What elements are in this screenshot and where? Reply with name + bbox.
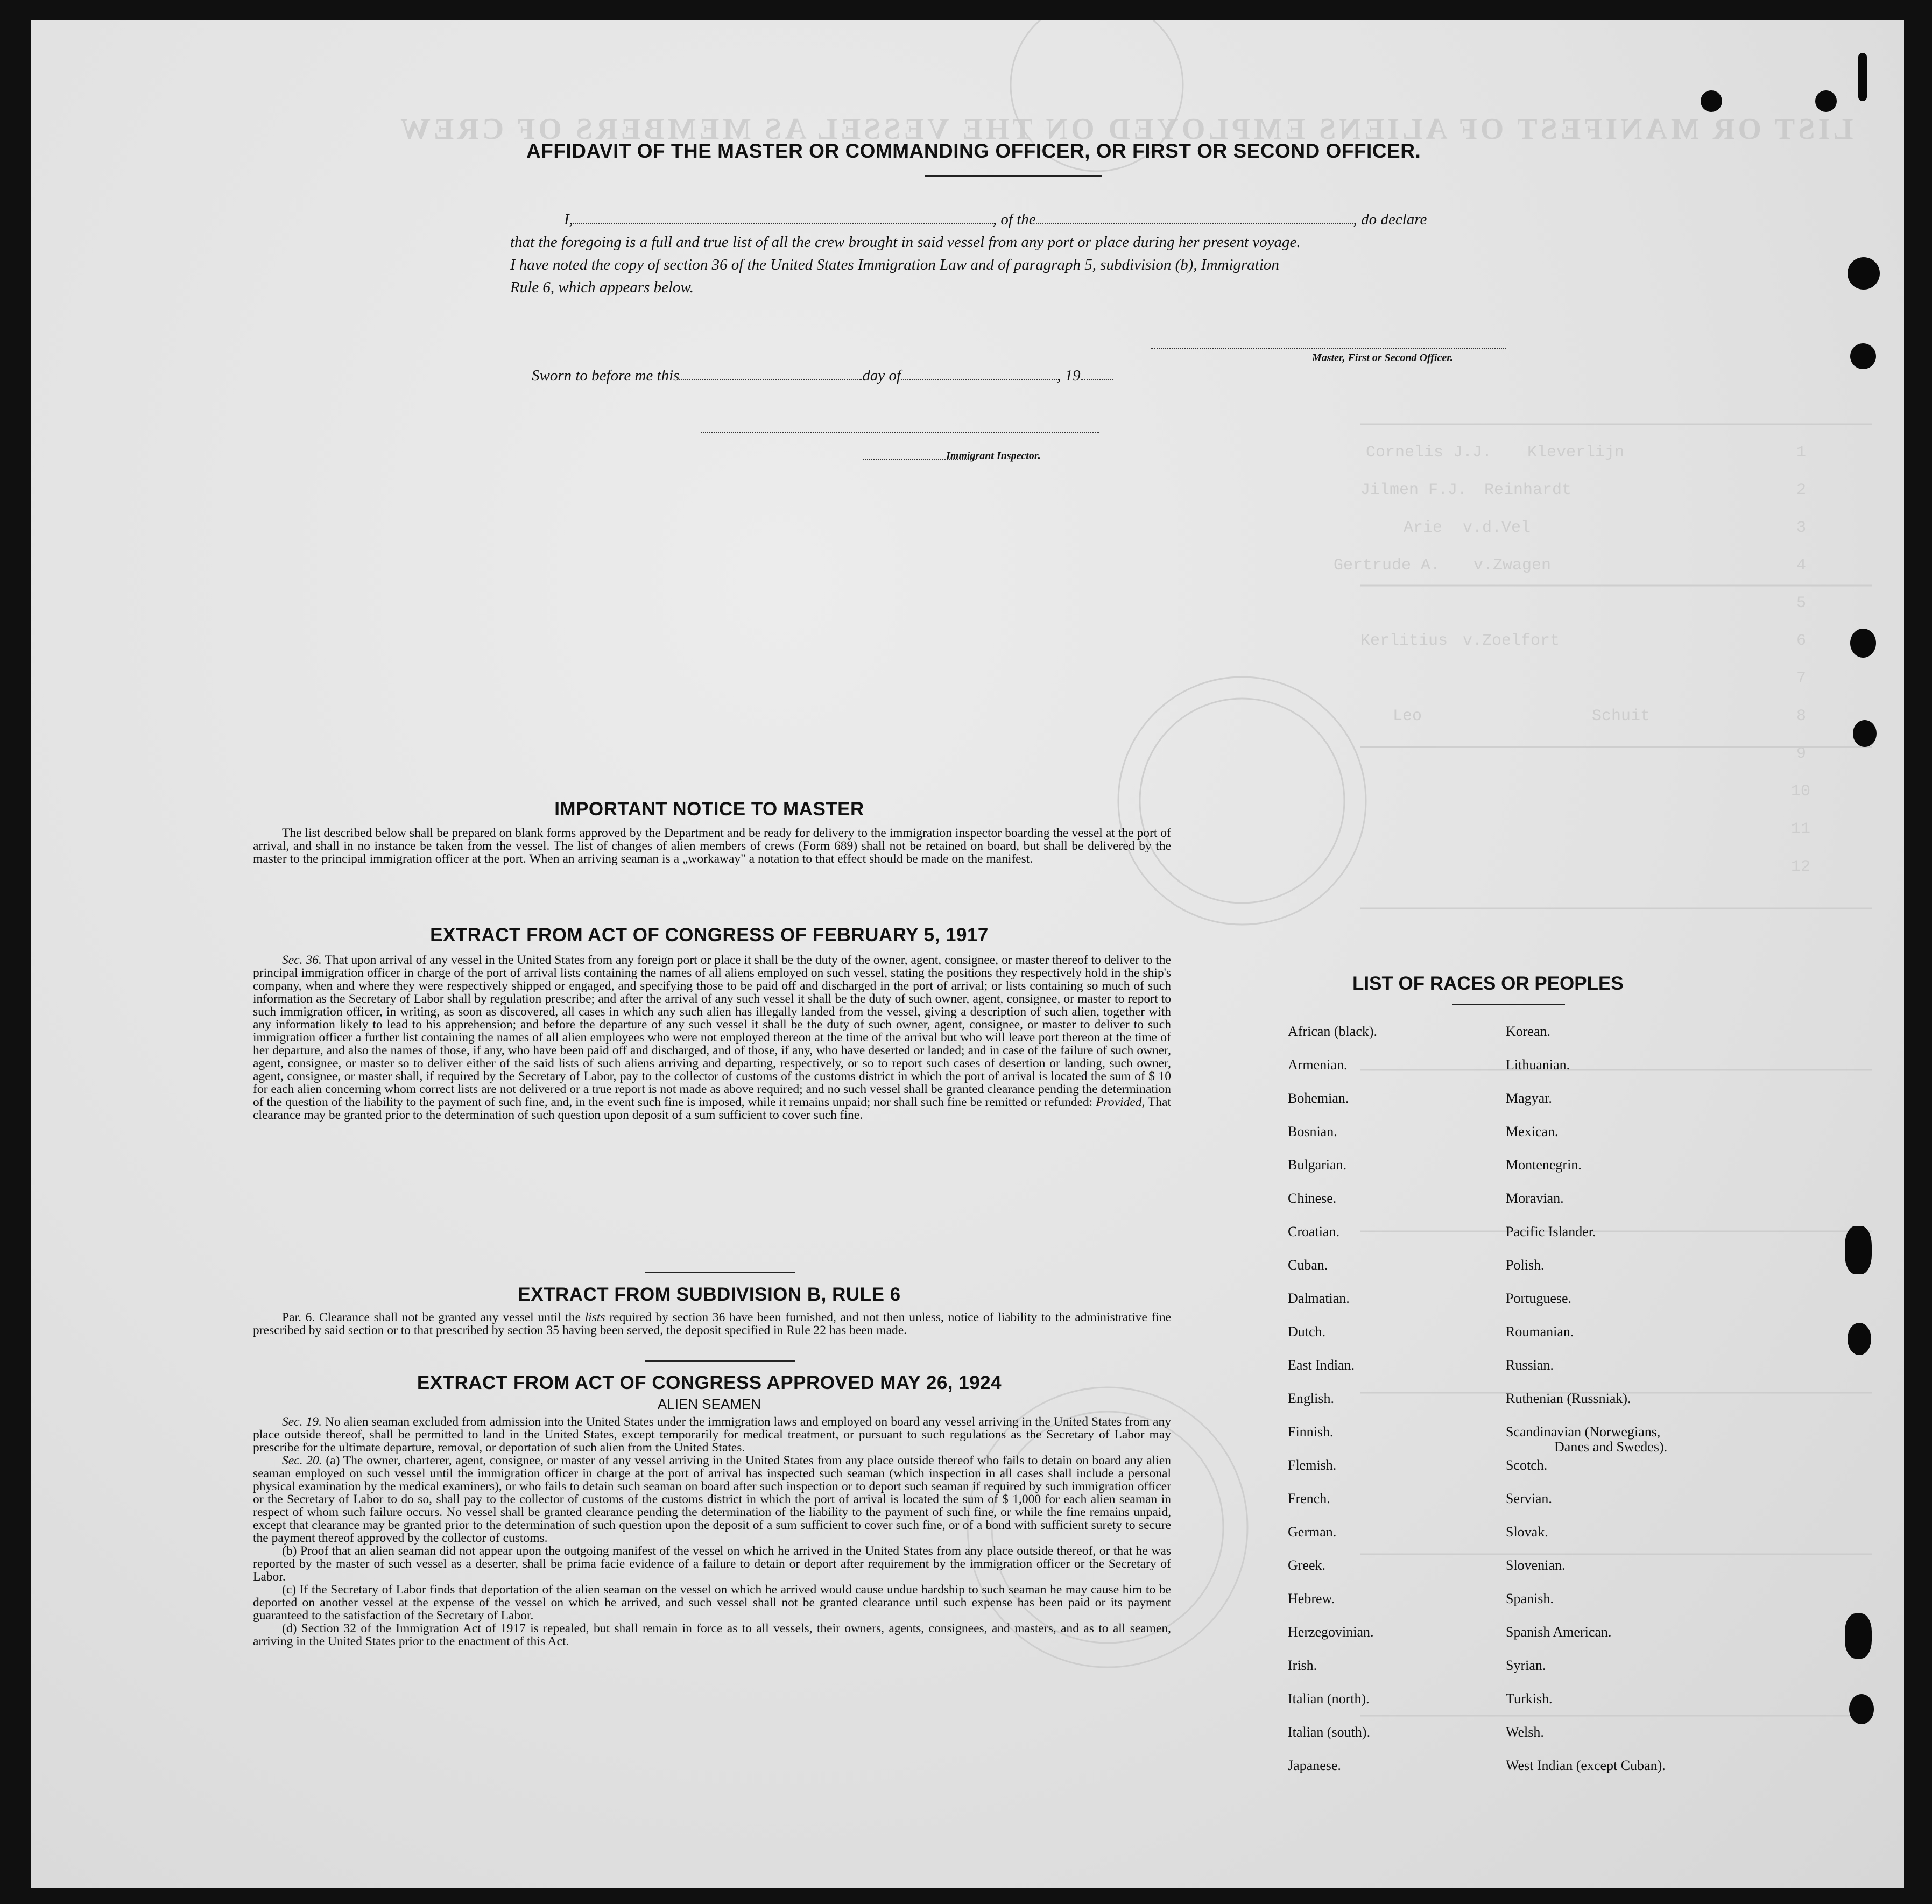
- show-through-heading: LIST OR MANIFEST OF ALIENS EMPLOYED ON THE VESSEL AS MEMBERS OF CREW: [397, 112, 1853, 146]
- sworn-month-field[interactable]: [901, 379, 1057, 380]
- race-item-left: Dutch.: [1288, 1324, 1326, 1339]
- svg-text:Schuit: Schuit: [1592, 707, 1651, 725]
- year-label: , 19: [1057, 367, 1081, 384]
- sec-36-proviso: That clearance may be granted prior to the determination of such question upon deposit of a sum sufficient to cover such fine.: [253, 1095, 1171, 1122]
- race-item-continuation: Danes and Swedes).: [1554, 1439, 1668, 1455]
- svg-text:Leo: Leo: [1393, 707, 1422, 725]
- svg-text:v.Zoelfort: v.Zoelfort: [1463, 632, 1560, 650]
- affidavit-line-3: I have noted the copy of section 36 of the United States Immigration Law and of paragraph 5, subdivision (b), Immigration: [510, 256, 1279, 273]
- race-item-right: Roumanian.: [1506, 1324, 1574, 1339]
- svg-text:Reinhardt: Reinhardt: [1484, 481, 1572, 499]
- extract-1924-title: EXTRACT FROM ACT OF CONGRESS APPROVED MAY 26, 1924: [417, 1372, 1002, 1393]
- divider: [645, 1272, 795, 1273]
- race-item-right: Spanish American.: [1506, 1624, 1612, 1640]
- race-item-left: Bulgarian.: [1288, 1157, 1347, 1173]
- punch-hole: [1848, 1323, 1871, 1355]
- divider: [645, 1360, 795, 1362]
- race-item-left: German.: [1288, 1524, 1337, 1540]
- affidavit-line-1: [564, 209, 1427, 230]
- vessel-name-field[interactable]: [1036, 223, 1353, 224]
- race-item-left: Japanese.: [1288, 1758, 1341, 1773]
- affidavit-of-the-label: , of the: [992, 211, 1036, 228]
- race-item-right: Syrian.: [1506, 1658, 1546, 1673]
- punch-hole: [1849, 1694, 1874, 1724]
- race-item-left: Italian (north).: [1288, 1691, 1370, 1706]
- rule6-body-a: Par. 6. Clearance shall not be granted any vessel until the: [282, 1310, 581, 1324]
- race-item-left: Dalmatian.: [1288, 1291, 1350, 1306]
- svg-text:8: 8: [1796, 707, 1807, 725]
- document-sheet: [31, 20, 1904, 1888]
- extract-rule6-title: EXTRACT FROM SUBDIVISION B, RULE 6: [518, 1284, 901, 1305]
- divider: [1452, 1004, 1565, 1005]
- race-item-right: Moravian.: [1506, 1190, 1564, 1206]
- race-item-right: Mexican.: [1506, 1124, 1559, 1139]
- punch-hole: [1850, 629, 1876, 658]
- svg-text:Gertrude A.: Gertrude A.: [1334, 556, 1441, 575]
- race-item-left: East Indian.: [1288, 1357, 1355, 1373]
- svg-text:Kleverlijn: Kleverlijn: [1527, 443, 1625, 462]
- extract-1917-title: EXTRACT FROM ACT OF CONGRESS OF FEBRUARY 5, 1917: [430, 925, 989, 946]
- punch-hole: [1850, 343, 1876, 369]
- sworn-line: [532, 365, 1113, 386]
- race-item-left: Italian (south).: [1288, 1724, 1371, 1740]
- divider: [925, 175, 1102, 177]
- affidavit-title: AFFIDAVIT OF THE MASTER OR COMMANDING OFFICER, OR FIRST OR SECOND OFFICER.: [526, 140, 1421, 162]
- notice-text: The list described below shall be prepared on blank forms approved by the Department and be ready for delivery to the immigration inspector boarding the vessel at the port of arrival, and shall in no instance be taken from the vessel. The list of changes of alien members of crews (Form 689) shall not be retained on board, but shall be delivered by the master to the principal immigration officer at the port. When an arriving seaman is a „workaway" a notation to that effect should be made on the manifest.: [253, 826, 1171, 866]
- race-item-right: Polish.: [1506, 1257, 1545, 1273]
- race-item-right: West Indian (except Cuban).: [1506, 1758, 1666, 1773]
- race-item-right: Turkish.: [1506, 1691, 1553, 1706]
- race-item-right: Spanish.: [1506, 1591, 1554, 1606]
- race-item-left: Herzegovinian.: [1288, 1624, 1374, 1640]
- race-item-left: Croatian.: [1288, 1224, 1340, 1239]
- svg-text:3: 3: [1796, 519, 1807, 537]
- races-title: LIST OF RACES OR PEOPLES: [1352, 973, 1624, 994]
- notice-title: IMPORTANT NOTICE TO MASTER: [554, 799, 864, 820]
- race-item-left: Bosnian.: [1288, 1124, 1337, 1139]
- race-item-right: Ruthenian (Russniak).: [1506, 1391, 1631, 1406]
- race-item-left: Chinese.: [1288, 1190, 1337, 1206]
- sec-19-label: Sec. 19.: [282, 1415, 322, 1429]
- race-item-left: English.: [1288, 1391, 1334, 1406]
- extract-1924-body: [253, 1415, 1171, 1648]
- svg-text:2: 2: [1796, 481, 1807, 499]
- master-signature-label: Master, First or Second Officer.: [1312, 352, 1453, 364]
- race-item-right: Lithuanian.: [1506, 1057, 1570, 1073]
- race-item-left: Flemish.: [1288, 1457, 1337, 1473]
- race-item-right: Servian.: [1506, 1491, 1552, 1506]
- affidavit-i-label: I,: [564, 211, 573, 228]
- race-item-right: Slovenian.: [1506, 1557, 1566, 1573]
- svg-text:v.d.Vel: v.d.Vel: [1463, 519, 1531, 537]
- master-signature-field[interactable]: [1151, 333, 1506, 349]
- sec-36-label: Sec. 36.: [282, 953, 322, 967]
- sec-20a-body: (a) The owner, charterer, agent, consignee, or master of any vessel arriving in the United States from any place outside thereof who fails to detain on board any alien seaman employed on such vessel until the immigration officer in charge at the port of arrival has inspected such seaman (which inspection in all cases shall include a personal physical examination by the medical examiners), or who fails to detain such seaman on board after such inspection or to deport such seaman if required by such immigration officer or the Secretary of Labor to do so, shall pay to the collector of customs of the customs district in which the port of arrival is located the sum of $ 1,000 for each alien seaman in respect of whom such failure occurs. No vessel shall be granted clearance pending the determination of the liability to the payment of such fine, or while the fine remains unpaid, except that clearance may be granted prior to the determination of such question upon the deposit of a sum sufficient to cover such fine, or of a bond with sufficient surety to secure the payment thereof approved by the collector of customs.: [253, 1454, 1171, 1545]
- svg-text:Cornelis J.J.: Cornelis J.J.: [1366, 443, 1492, 462]
- day-of-label: day of: [862, 367, 901, 384]
- race-item-right: Pacific Islander.: [1506, 1224, 1596, 1239]
- punch-hole: [1845, 1613, 1872, 1659]
- affidavit-declare-label: , do declare: [1353, 211, 1427, 228]
- sec-20d-text: (d) Section 32 of the Immigration Act of 1917 is repealed, but shall remain in force as to all vessels, their owners, agents, consignees, and masters, and as to all seamen, arriving in the United States prior to the enactment of this Act.: [253, 1621, 1171, 1648]
- punch-hole: [1815, 90, 1837, 112]
- sec-20-label: Sec. 20.: [282, 1454, 322, 1468]
- race-item-left: Irish.: [1288, 1658, 1317, 1673]
- svg-text:12: 12: [1791, 858, 1811, 876]
- svg-text:10: 10: [1791, 782, 1811, 801]
- race-item-left: African (black).: [1288, 1024, 1378, 1039]
- affidavit-line-4: Rule 6, which appears below.: [510, 279, 694, 296]
- race-item-right: Magyar.: [1506, 1090, 1552, 1106]
- svg-text:Arie: Arie: [1404, 519, 1443, 537]
- rule6-lists-word: lists: [584, 1310, 605, 1324]
- inspector-line-upper: [701, 419, 1099, 433]
- race-item-right: Scandinavian (Norwegians,: [1506, 1424, 1661, 1440]
- extract-1917-text: [253, 954, 1171, 1122]
- sworn-day-field[interactable]: [679, 379, 862, 380]
- race-item-right: Welsh.: [1506, 1724, 1544, 1740]
- sec-20b-text: (b) Proof that an alien seaman did not appear upon the outgoing manifest of the vessel on which he arrived in the United States from any place outside thereof, or that he was reported by the master of such vessel as a deserter, shall be prima facie evidence of a failure to detain or deport after requirement by the immigration officer or the Secretary of Labor.: [253, 1544, 1171, 1584]
- svg-text:1: 1: [1796, 443, 1807, 462]
- race-item-left: Greek.: [1288, 1557, 1326, 1573]
- punch-hole: [1848, 257, 1880, 290]
- race-item-left: Armenian.: [1288, 1057, 1348, 1073]
- race-item-right: Korean.: [1506, 1024, 1551, 1039]
- svg-text:9: 9: [1796, 745, 1807, 763]
- sec-20c-text: (c) If the Secretary of Labor finds that deportation of the alien seaman on the vessel on which he arrived would cause undue hardship to such seaman he may cause him to be deported on another vessel at the expense of the vessel on which he arrived, and such vessel shall not be granted clearance until such expense has been paid or its payment guaranteed to the satisfaction of the Secretary of Labor.: [253, 1583, 1171, 1623]
- sec-19-text: [253, 1415, 1171, 1454]
- race-item-right: Slovak.: [1506, 1524, 1548, 1540]
- sec-36-body: That upon arrival of any vessel in the United States from any foreign port or place it shall be the duty of the owner, agent, consignee, or master thereof to deliver to the principal immigration officer in charge of the port of arrival lists containing the names of all aliens employed on such vessel, stating the positions they respectively hold in the ship's company, when and where they were respectively shipped or engaged, and specifying those to be paid off and discharged in the port of arrival; or lists containing so much of such information as the Secretary of Labor shall by regulation prescribe; and after the arrival of any such vessel it shall be the duty of such owner, agent, consignee, or master to report to such immigration officer, in writing, as soon as discovered, all cases in which any such alien has illegally landed from the vessel, giving a description of such alien, together with any information likely to lead to his apprehension; and before the departure of any such vessel it shall be the duty of such owner, agent, consignee, or master to deliver to such immigration officer a further list containing the names of all alien employees who were not employed thereon at the time of the arrival but who will leave port thereon at the time of her departure, and also the names of those, if any, who have been paid off and discharged, and of those, if any, who have deserted or landed; and in case of the failure of such owner, agent, consignee, or master so to deliver either of the said lists of such aliens arriving and departing, respectively, or so to report such cases of desertion or landing, such owner, agent, consignee, or master shall, if required by the Secretary of Labor, pay to the collector of customs of the customs district in which the port of arrival is located the sum of $ 10 for each alien concerning whom correct lists are not delivered or a true report is not made as above required; and no such vessel shall be granted clearance pending the determination of the question of the liability to the payment of such fine, and, in the event such fine is imposed, while it remains unpaid; nor shall such fine be remitted or refunded:: [253, 953, 1171, 1109]
- race-item-right: Scotch.: [1506, 1457, 1548, 1473]
- race-item-right: Portuguese.: [1506, 1291, 1572, 1306]
- race-item-left: Cuban.: [1288, 1257, 1328, 1273]
- affidavit-line-2: that the foregoing is a full and true list of all the crew brought in said vessel from any port or place during her present voyage.: [510, 234, 1301, 251]
- race-item-left: Finnish.: [1288, 1424, 1334, 1440]
- race-item-left: French.: [1288, 1491, 1330, 1506]
- punch-hole: [1853, 720, 1877, 747]
- punch-hole: [1701, 90, 1722, 112]
- punch-hole: [1845, 1226, 1872, 1274]
- paper-tear: [1858, 53, 1867, 101]
- sec-19-body: No alien seaman excluded from admission into the United States under the immigration laws and employed on board any vessel arriving in the United States from any place outside thereof, shall be permitted to land in the United States, except temporarily for medical treatment, or pursuant to such regulations as the Secretary of Labor may prescribe for the ultimate departure, removal, or deportation of such alien from the United States.: [253, 1415, 1171, 1455]
- svg-text:Kerlitius: Kerlitius: [1360, 632, 1448, 650]
- extract-rule6-text: [253, 1311, 1171, 1337]
- svg-text:5: 5: [1796, 594, 1807, 612]
- sworn-year-field[interactable]: [1081, 379, 1113, 380]
- inspector-label: Immigrant Inspector.: [946, 450, 1041, 462]
- svg-text:6: 6: [1796, 632, 1807, 650]
- race-item-left: Hebrew.: [1288, 1591, 1335, 1606]
- svg-text:11: 11: [1791, 820, 1811, 838]
- svg-text:Jilmen F.J.: Jilmen F.J.: [1360, 481, 1468, 499]
- race-item-right: Montenegrin.: [1506, 1157, 1582, 1173]
- extract-1924-subtitle: ALIEN SEAMEN: [657, 1396, 761, 1412]
- race-item-left: Bohemian.: [1288, 1090, 1349, 1106]
- provided-label: Provided,: [1096, 1095, 1145, 1109]
- officer-name-field[interactable]: [573, 223, 993, 224]
- svg-text:4: 4: [1796, 556, 1807, 575]
- svg-text:7: 7: [1796, 669, 1807, 688]
- race-item-right: Russian.: [1506, 1357, 1554, 1373]
- sec-20a-text: [253, 1454, 1171, 1545]
- sworn-label: Sworn to before me this: [532, 367, 680, 384]
- rule6-body-b: required by section 36 have been furnished, and not then unless, notice of liability to the administrative fine prescribed by said section or to that prescribed by section 35 having been served, the deposit specified in Rule 22 has been made.: [253, 1310, 1172, 1337]
- svg-text:v.Zwagen: v.Zwagen: [1473, 556, 1552, 575]
